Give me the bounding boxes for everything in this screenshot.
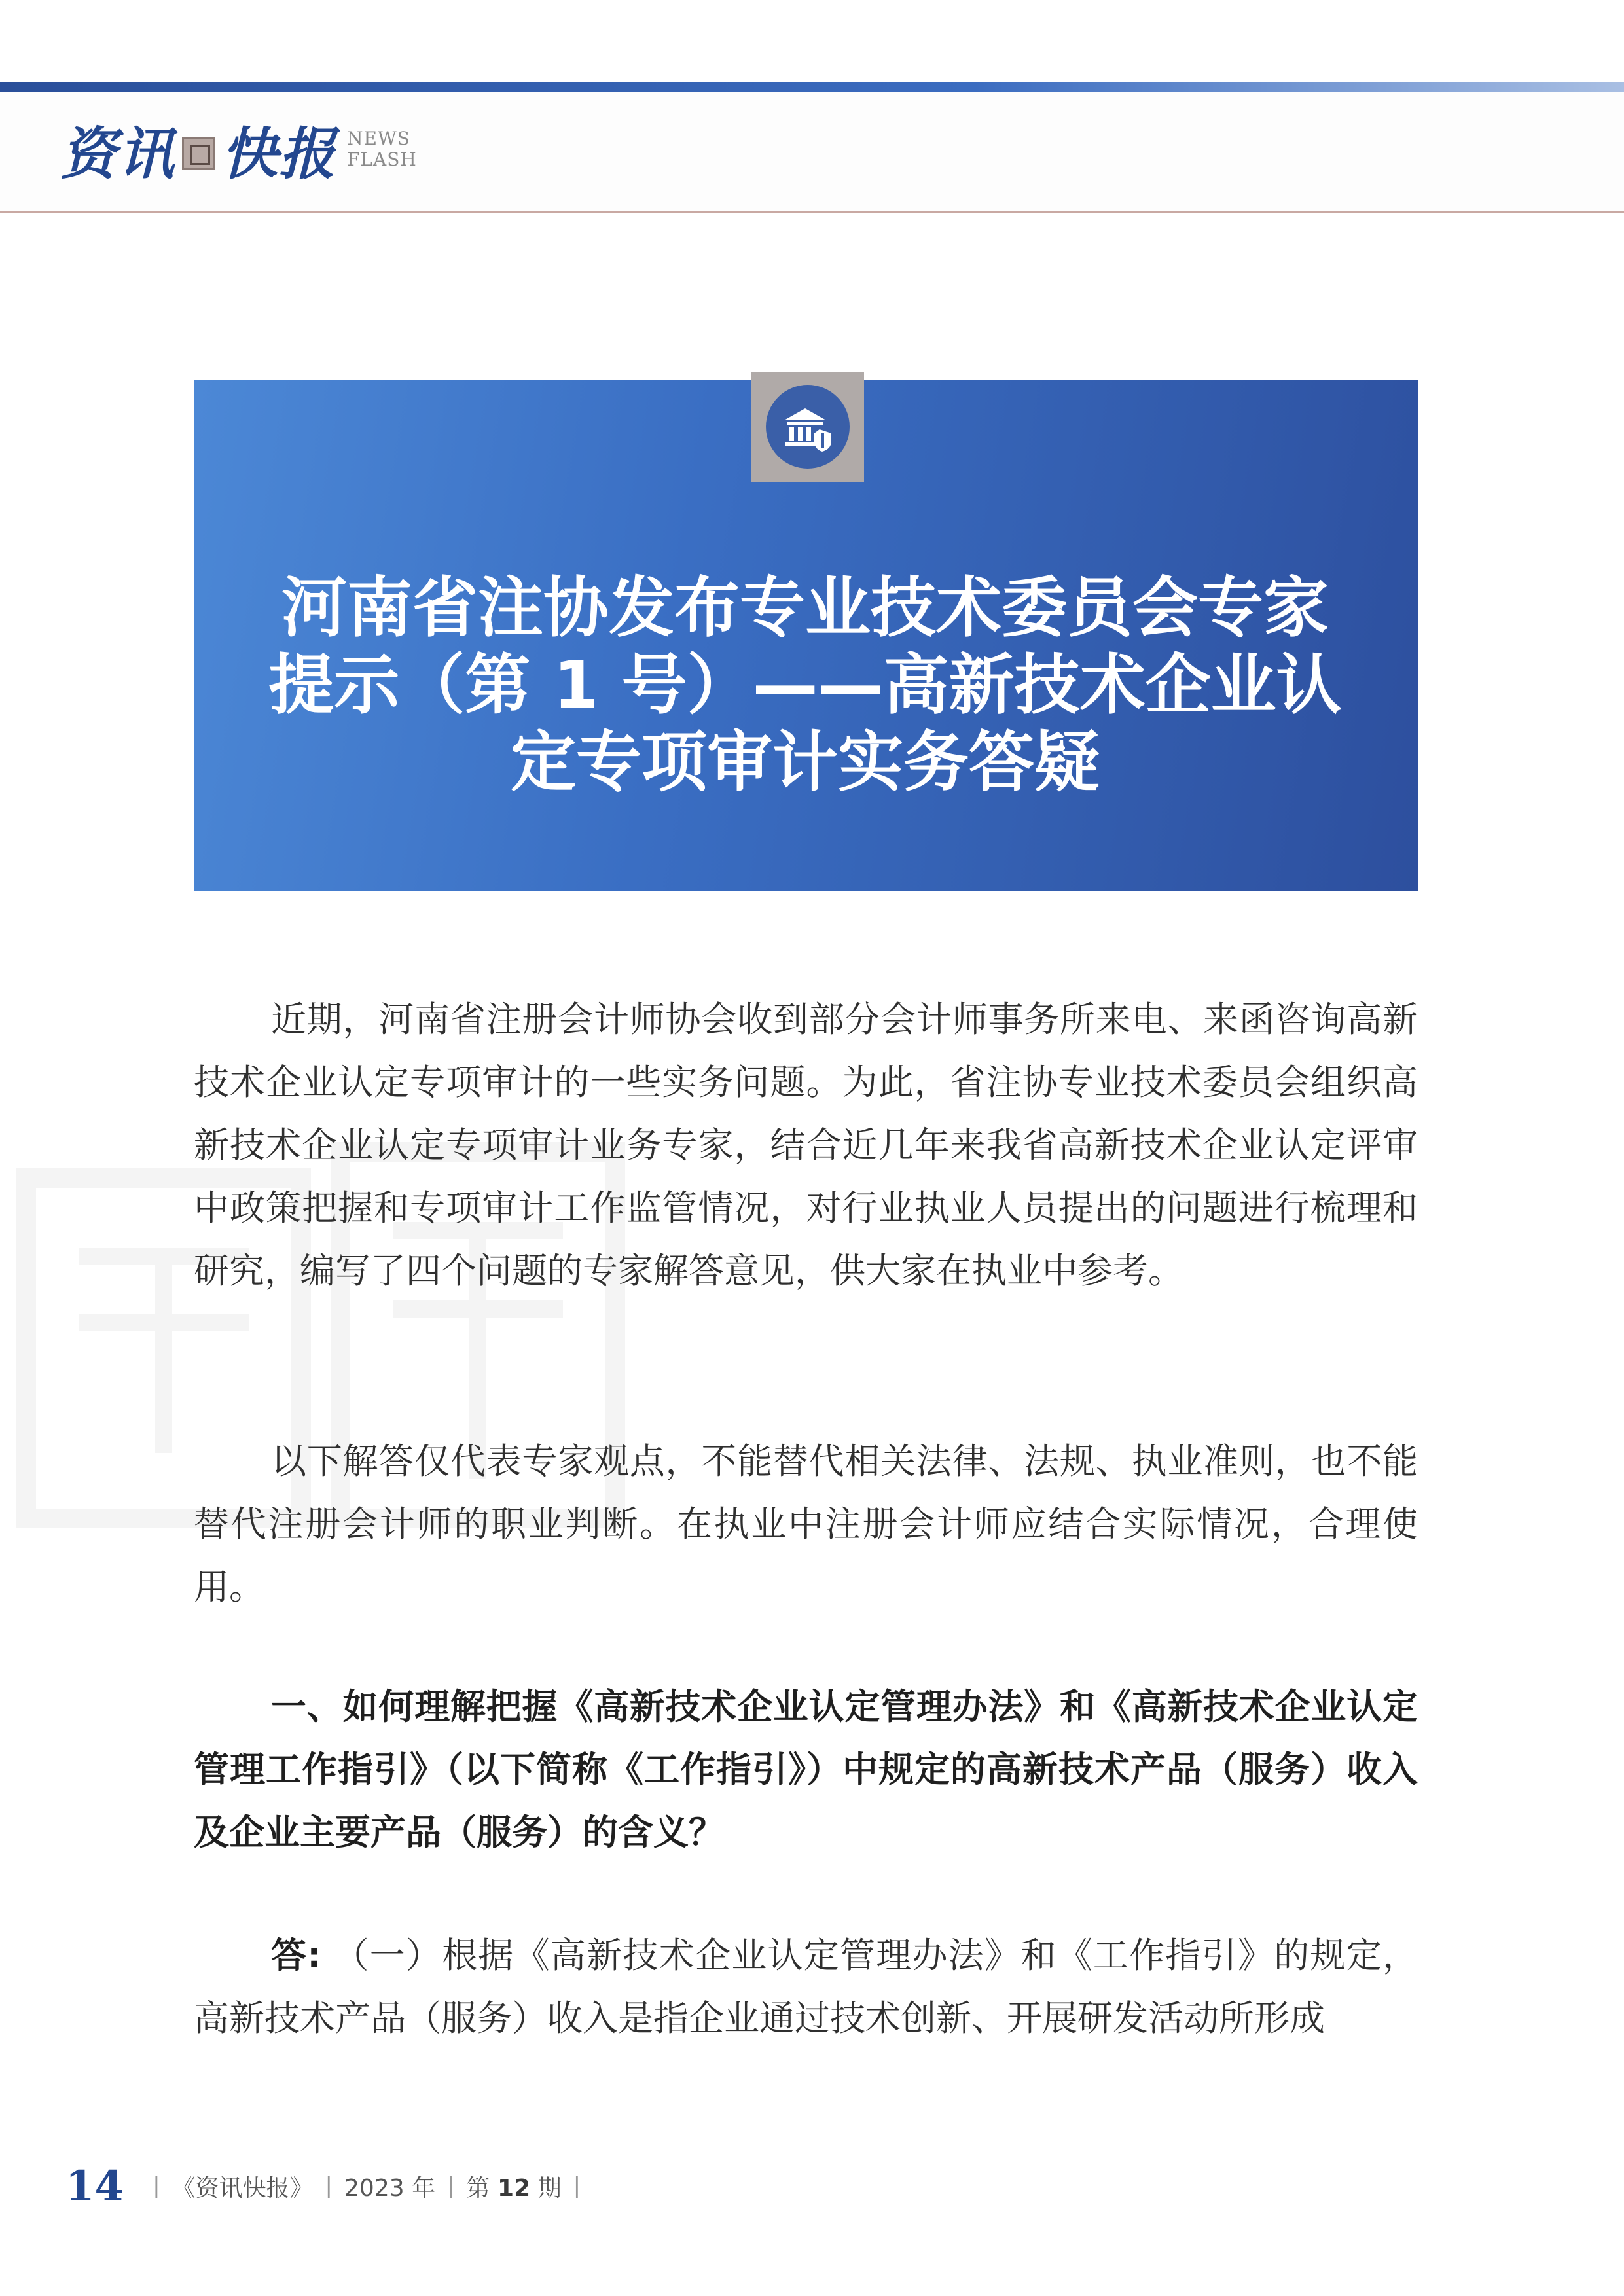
issue-suffix: 期 <box>537 2174 562 2202</box>
header-top-rule <box>0 82 1624 92</box>
intro-paragraph: 近期，河南省注册会计师协会收到部分会计师事务所来电、来函咨询高新技术企业认定专项审计的一些实务问题。为此，省注协专业技术委员会组织高新技术企业认定专项审计业务专家，结合近几年来我省高新技术企业认定评审中政策把握和专项审计工作监管情况，对行业执业人员提出的问题进行梳理和研究，编写了四个问题的专家解答意见，供大家在执业中参考。 <box>194 999 1418 1291</box>
issue-number: 12 <box>497 2174 531 2202</box>
publication-logo <box>60 110 417 188</box>
footer-separator: | <box>153 2173 160 2199</box>
logo-text-left: 资讯 <box>60 121 175 187</box>
logo-english-line1: NEWS <box>347 128 410 149</box>
answer-label: 答: <box>271 1935 321 1976</box>
disclaimer-paragraph: 以下解答仅代表专家观点，不能替代相关法律、法规、执业准则，也不能替代注册会计师的职业判断。在执业中注册会计师应结合实际情况，合理使用。 <box>194 1441 1418 1607</box>
banner-badge <box>751 372 864 482</box>
logo-seal-icon <box>182 137 215 170</box>
logo-english <box>347 128 417 170</box>
footer-separator: | <box>573 2173 581 2199</box>
question-heading-1: 一、如何理解把握《高新技术企业认定管理办法》和《高新技术企业认定管理工作指引》（以下简称《工作指引》）中规定的高新技术产品（服务）收入及企业主要产品（服务）的含义？ <box>194 1686 1418 1853</box>
footer-publication: 《资讯快报》 <box>171 2174 314 2202</box>
issue-prefix: 第 <box>466 2174 490 2202</box>
logo-text-right: 快报 <box>221 121 336 187</box>
footer-year: 2023 年 <box>344 2174 436 2202</box>
article-title <box>216 569 1394 801</box>
logo-english-line2: FLASH <box>347 149 417 170</box>
page-footer <box>65 2160 592 2212</box>
footer-separator: | <box>325 2173 333 2199</box>
page-number: 14 <box>65 2161 124 2211</box>
bank-shield-icon <box>766 385 850 469</box>
article-title-line2: 提示（第 1 号）——高新技术企业认 <box>268 647 1342 723</box>
answer-paragraph-1 <box>194 1924 1418 2050</box>
answer-text: （一）根据《高新技术企业认定管理办法》和《工作指引》的规定，高新技术产品（服务）收入是指企业通过技术创新、开展研发活动所形成 <box>194 1935 1418 2039</box>
footer-issue <box>467 2170 562 2203</box>
header-divider <box>0 211 1624 213</box>
article-title-line3: 定专项审计实务答疑 <box>511 724 1100 800</box>
footer-separator: | <box>447 2173 455 2199</box>
article-title-line1: 河南省注协发布专业技术委员会专家 <box>281 569 1329 646</box>
